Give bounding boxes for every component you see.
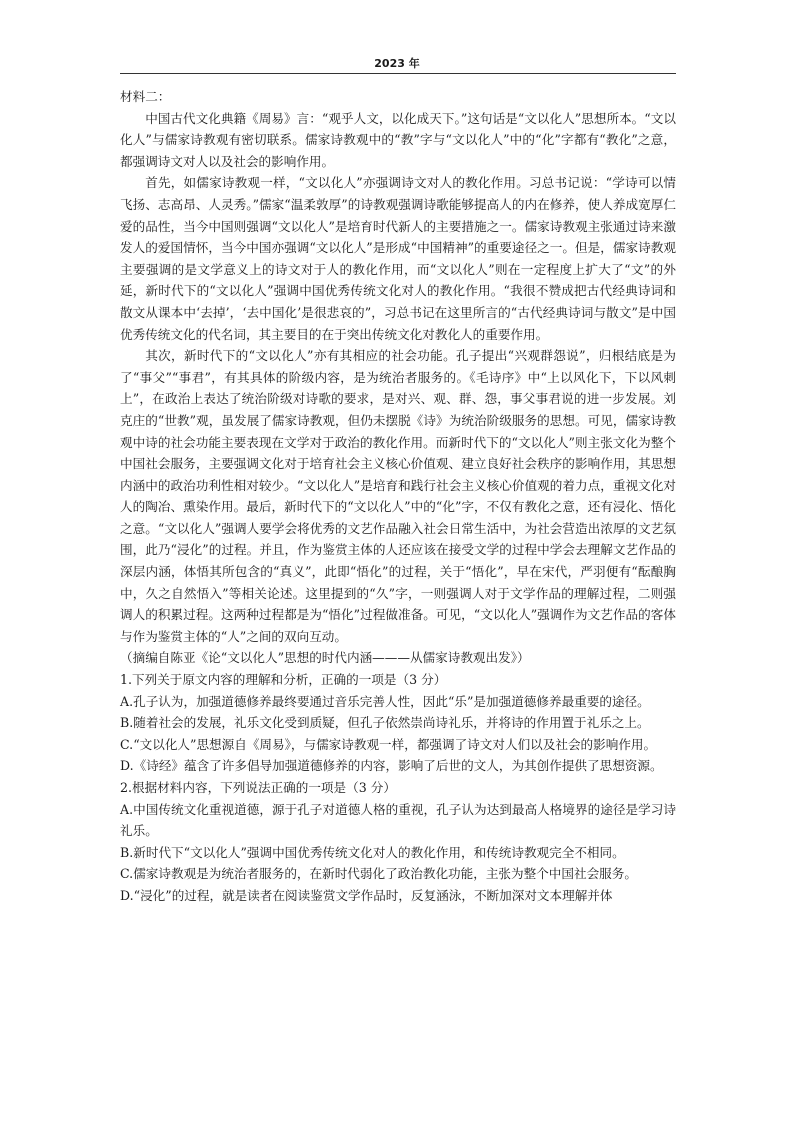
question-1 — [120, 669, 676, 777]
material-citation: （摘编自陈亚《论“文以化人”思想的时代内涵———从儒家诗教观出发》） — [120, 650, 530, 666]
question-2-stem: 2.根据材料内容，下列说法正确的一项是（3 分） — [120, 780, 396, 795]
document-body — [120, 86, 676, 907]
header-year: 2023 年 — [374, 57, 420, 70]
header-rule — [120, 73, 676, 74]
material-label: 材料二： — [120, 89, 171, 104]
material-paragraph-1: 中国古代文化典籍《周易》言：“观乎人文，以化成天下。”这句话是“文以化人”思想所本。“文以化人”与儒家诗教观有密切联系。儒家诗教观中的“教”字与“文以化人”中的“化”字都有“教化”之意，都强调诗文对人以及社会的影响作用。 — [120, 110, 676, 169]
question-1-option-c: C.“文以化人”思想源自《周易》，与儒家诗教观一样，都强调了诗文对人们以及社会的影响作用。 — [120, 736, 657, 752]
question-1-stem: 1.下列关于原文内容的理解和分析，正确的一项是（3 分） — [120, 672, 447, 688]
material-paragraph-3: 其次，新时代下的“文以化人”亦有其相应的社会功能。孔子提出“兴观群怨说”，归根结底是为了“事父”“事君”，有其具体的阶级内容，是为统治者服务的。《毛诗序》中“上以风化下，下以风刺上”，在政治上表达了统治阶级对诗歌的要求，是对兴、观、群、怨，事父事君说的进一步发展。刘克庄的“世教”观，虽发展了儒家诗教观，但仍未摆脱《诗》为统治阶级服务的思想。可见，儒家诗教观中诗的社会功能主要表现在文学对于政治的教化作用。而新时代下的“文以化人”则主张文化为整个中国社会服务，主要强调文化对于培育社会主义核心价值观、建立良好社会秩序的影响作用，其思想内涵中的政治功利性相对较少。“文以化人”是培育和践行社会主义核心价值观的着力点，重视文化对人的陶冶、熏染作用。最后，新时代下的“文以化人”中的“化”字，不仅有教化之意，还有浸化、悟化之意。“文以化人”强调人要学会将优秀的文艺作品融入社会日常生活中，为社会营造出浓厚的文艺氛围，此乃“浸化”的过程。并且，作为鉴赏主体的人还应该在接受文学的过程中学会去理解文艺作品的深层内涵，体悟其所包含的“真义”，此即“悟化”的过程，关于“悟化”，早在宋代，严羽便有“酝酿胸中，久之自然悟入”等相关论述。这里提到的“久”字，一则强调人对于文学作品的理解过程，二则强调人的积累过程。这两种过程都是为“悟化”过程做准备。可见，“文以化人”强调作为文艺作品的客体与作为鉴赏主体的“人”之间的双向互动。 — [120, 348, 676, 644]
page-header — [0, 55, 794, 71]
question-2 — [120, 777, 676, 907]
question-1-option-b: B.随着社会的发展，礼乐文化受到质疑，但孔子依然崇尚诗礼乐，并将诗的作用置于礼乐之上。 — [120, 715, 650, 731]
question-2-option-b: B.新时代下“文以化人”强调中国优秀传统文化对人的教化作用，和传统诗教观完全不相同。 — [120, 844, 625, 860]
question-1-option-d: D.《诗经》蕴含了许多倡导加强道德修养的内容，影响了后世的文人，为其创作提供了思想资源。 — [120, 758, 663, 774]
question-2-option-c: C.儒家诗教观是为统治者服务的，在新时代弱化了政治教化功能，主张为整个中国社会服务。 — [120, 866, 637, 882]
question-2-option-d: D.“浸化”的过程，就是读者在阅读鉴赏文学作品时，反复涵泳，不断加深对文本理解并体 — [120, 887, 613, 903]
question-2-option-a: A.中国传统文化重视道德，源于孔子对道德人格的重视，孔子认为达到最高人格境界的途径是学习诗礼乐。 — [120, 801, 676, 839]
question-1-option-a: A.孔子认为，加强道德修养最终要通过音乐完善人性，因此“乐”是加强道德修养最重要的途径。 — [120, 693, 650, 709]
material-paragraph-2: 首先，如儒家诗教观一样，“文以化人”亦强调诗文对人的教化作用。习总书记说：“学诗可以情飞扬、志高昂、人灵秀。”儒家“温柔敦厚”的诗教观强调诗歌能够提高人的内在修养，使人养成宽厚仁爱的品性，当今中国则强调“文以化人”是培育时代新人的主要措施之一。儒家诗教观主张通过诗来激发人的爱国情怀，当今中国亦强调“文以化人”是形成“中国精神”的重要途径之一。但是，儒家诗教观主要强调的是文学意义上的诗文对于人的教化作用，而“文以化人”则在一定程度上扩大了“文”的外延，新时代下的“文以化人”强调中国优秀传统文化对人的教化作用。“我很不赞成把古代经典诗词和散文从课本中‘去掉’，‘去中国化’是很悲哀的”，习总书记在这里所言的“古代经典诗词与散文”是中国优秀传统文化的代名词，其主要目的在于突出传统文化对教化人的重要作用。 — [120, 175, 676, 342]
